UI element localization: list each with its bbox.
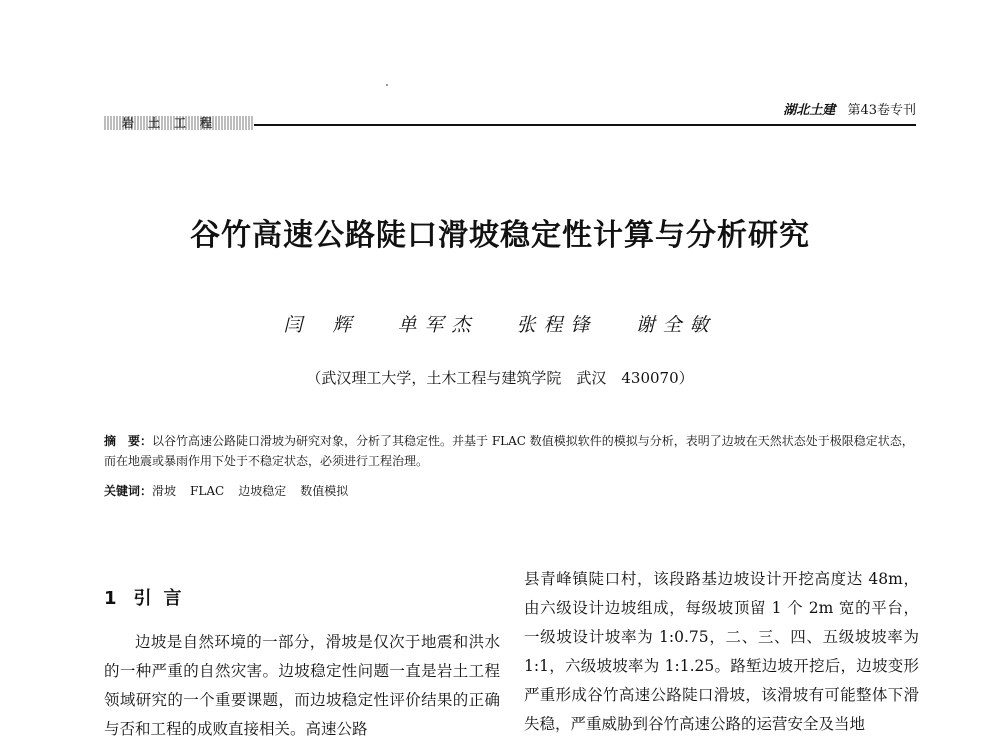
- header-section-label: 岩土工程: [104, 116, 254, 130]
- author-list: [0, 310, 1000, 337]
- abstract: [104, 431, 924, 471]
- section-heading: [104, 584, 500, 610]
- affiliation: （武汉理工大学，土木工程与建筑学院 武汉 430070）: [306, 369, 694, 387]
- keyword: FLAC: [190, 484, 225, 498]
- section-number: 1: [104, 588, 120, 609]
- keyword: 边坡稳定: [238, 484, 287, 498]
- author: 谢全敏: [635, 314, 717, 336]
- keywords: [104, 482, 924, 500]
- abstract-text: 以谷竹高速公路陡口滑坡为研究对象，分析了其稳定性。并基于 FLAC 数值模拟软件的模拟与分析，表明了边坡在天然状态处于极限稳定状态，而在地震或暴雨作用下处于不稳定状态，必须进行工程治理。: [104, 434, 914, 468]
- abstract-label: 摘 要：: [104, 434, 153, 448]
- scan-speck: [386, 84, 388, 86]
- section-title: 引言: [133, 588, 194, 609]
- paper-title: 谷竹高速公路陡口滑坡稳定性计算与分析研究: [190, 218, 810, 253]
- header-journal-info: [783, 99, 916, 118]
- keywords-label: 关键词：: [104, 484, 153, 498]
- author: 单军杰: [397, 314, 479, 336]
- journal-issue: 第43卷专刊: [847, 103, 916, 118]
- keyword: 滑坡: [152, 484, 177, 498]
- author: 闫 辉: [283, 314, 360, 336]
- header-rule: [254, 124, 916, 126]
- keyword: 数值模拟: [300, 484, 349, 498]
- body-column-right: 县青峰镇陡口村，该段路基边坡设计开挖高度达 48m，由六级设计边坡组成，每级坡顶留 1 个 2m 宽的平台，一级坡设计坡率为 1:0.75，二、三、四、五级坡坡率为 1:1，六级坡坡率为 1:1.25。路堑边坡开挖后，边坡变形严重形成谷竹高速公路陡口滑坡，该滑坡有可能整体下滑失稳，严重威胁到谷竹高速公路的运营安全及当地: [524, 570, 919, 733]
- body-paragraph: 边坡是自然环境的一部分，滑坡是仅次于地震和洪水的一种严重的自然灾害。边坡稳定性问题一直是岩土工程领域研究的一个重要课题，而边坡稳定性评价结果的正确与否和工程的成败直接相关。高速公路: [104, 633, 500, 738]
- author: 张程锋: [516, 314, 598, 336]
- body-column-left: [104, 572, 500, 744]
- journal-name: 湖北土建: [783, 103, 836, 118]
